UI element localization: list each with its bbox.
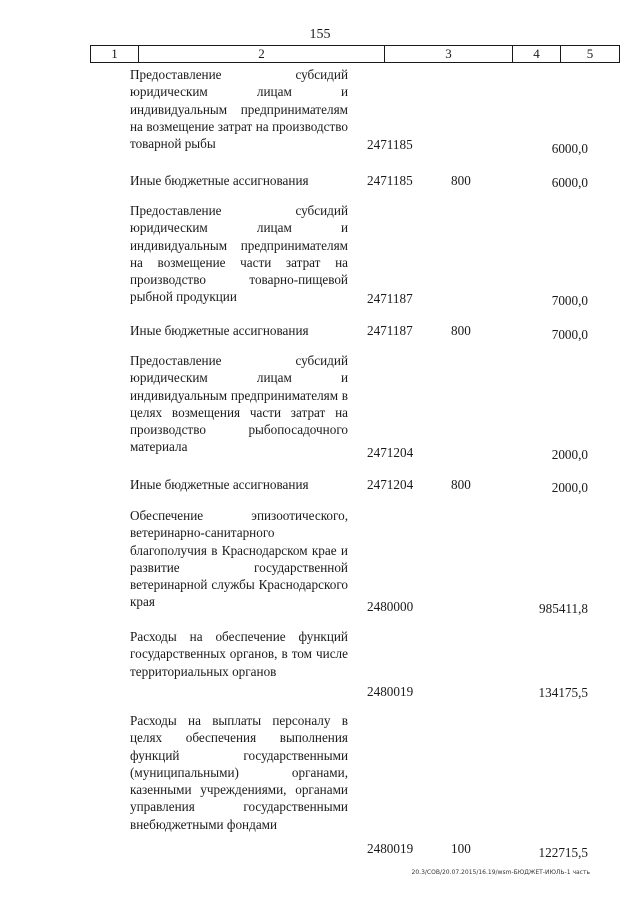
row-code: 2471187 bbox=[367, 291, 413, 306]
row-description: Иные бюджетные ассигнования bbox=[130, 477, 309, 492]
row-description: Расходы на выплаты персоналу в целях обеспечения выполнения функций государственными (муниципальными) органами, казенными учреждениями, органами управления государственными внебюджетными фондами bbox=[130, 713, 348, 832]
table-header bbox=[90, 45, 620, 63]
row-amount: 6000,0 bbox=[551, 141, 588, 156]
column-header-5: 5 bbox=[586, 46, 594, 61]
row-description: Предоставление субсидий юридическим лицам и индивидуальным предпринимателям на возмещение части затрат на производство товарно-пищевой рыбной продукции bbox=[130, 203, 348, 305]
footer-note: 20.3/СОВ/20.07.2015/16.19/wsm-БЮДЖЕТ-ИЮЛЬ-1 часть bbox=[411, 869, 590, 876]
row-kind: 800 bbox=[451, 323, 471, 338]
column-header-2: 2 bbox=[139, 46, 385, 62]
row-code: 2480019 bbox=[367, 684, 414, 699]
row-amount: 2000,0 bbox=[551, 447, 588, 462]
row-amount: 134175,5 bbox=[538, 685, 588, 700]
row-amount: 6000,0 bbox=[551, 175, 588, 190]
page-number: 155 bbox=[309, 27, 331, 42]
row-description: Обеспечение эпизоотического, ветеринарно-санитарного благополучия в Краснодарском крае и развитие государственной ветеринарной службы Краснодарского края bbox=[130, 508, 348, 610]
row-description: Иные бюджетные ассигнования bbox=[130, 173, 309, 188]
row-code: 2471204 bbox=[367, 477, 414, 492]
row-description: Иные бюджетные ассигнования bbox=[130, 323, 309, 338]
row-description: Предоставление субсидий юридическим лицам и индивидуальным предпринимателям на возмещение затрат на производство товарной рыбы bbox=[130, 67, 348, 152]
row-code: 2480019 bbox=[367, 841, 414, 856]
row-code: 2471187 bbox=[367, 323, 413, 338]
row-amount: 122715,5 bbox=[538, 845, 588, 860]
row-description: Предоставление субсидий юридическим лицам и индивидуальным предпринимателям в целях возмещения части затрат на производство рыбопосадочного материала bbox=[130, 353, 348, 455]
row-code: 2471185 bbox=[367, 173, 413, 188]
row-amount: 7000,0 bbox=[551, 293, 588, 308]
row-description: Расходы на обеспечение функций государственных органов, в том числе территориальных органов bbox=[130, 629, 348, 679]
column-header-3: 3 bbox=[385, 46, 513, 62]
row-code: 2471185 bbox=[367, 137, 413, 152]
column-header-4: 4 bbox=[513, 46, 561, 62]
row-kind: 800 bbox=[451, 173, 471, 188]
row-amount: 2000,0 bbox=[551, 480, 588, 495]
row-code: 2471204 bbox=[367, 445, 414, 460]
row-amount: 7000,0 bbox=[551, 327, 588, 342]
row-amount: 985411,8 bbox=[539, 601, 588, 616]
row-kind: 800 bbox=[451, 477, 471, 492]
row-code: 2480000 bbox=[367, 599, 414, 614]
column-header-1: 1 bbox=[91, 46, 139, 62]
row-kind: 100 bbox=[451, 841, 471, 856]
